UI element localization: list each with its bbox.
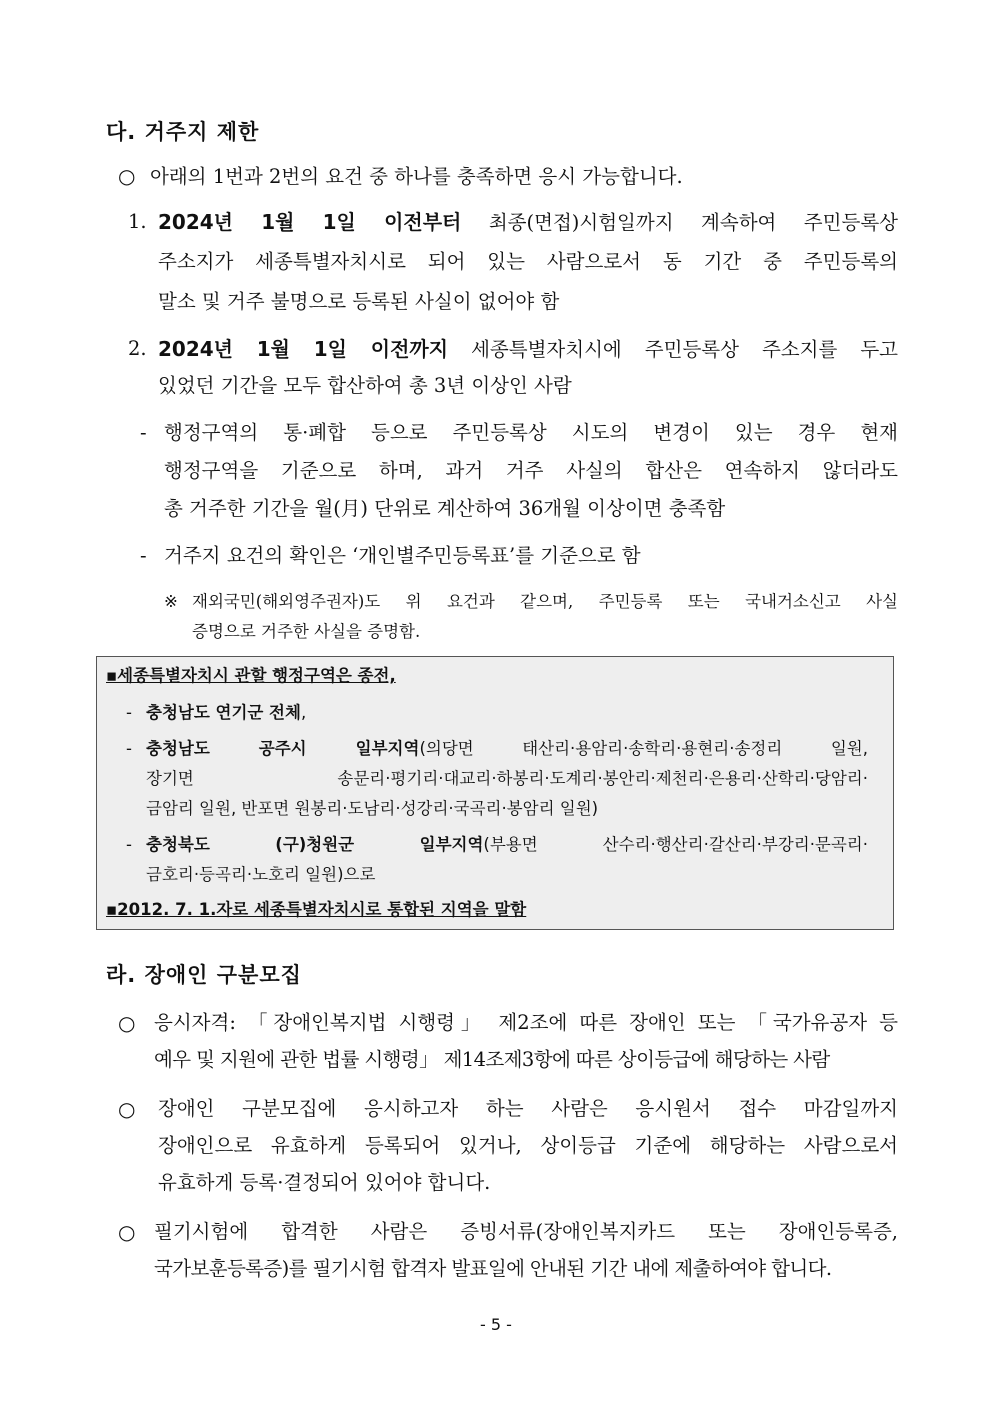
section-heading-residence: 다. 거주지 제한 (106, 120, 260, 144)
note-line1: 재외국민(해외영주권자)도 위 요건과 같으며, 주민등록 또는 국내거소신고 사실 (192, 592, 898, 611)
eligibility-line2: 예우 및 지원에 관한 법률 시행령」 제14조제3항에 따른 상이등급에 해당하는 사람 (154, 1048, 830, 1071)
circle-bullet-icon: ○ (118, 164, 136, 188)
box-title-line: ▪세종특별자치시 관할 행정구역은 종전, (106, 666, 396, 685)
registration-line3: 유효하게 등록·결정되어 있어야 합니다. (158, 1171, 491, 1194)
dash1-line3: 총 거주한 기간을 월(月) 단위로 계산하여 36개월 이상이면 충족함 (164, 497, 726, 520)
item-number: 1. (128, 210, 147, 233)
dash-bullet: - (140, 421, 147, 444)
documents-line1: 필기시험에 합격한 사람은 증빙서류(장애인복지카드 또는 장애인등록증, (154, 1220, 898, 1243)
item1-line2: 주소지가 세종특별자치시로 되어 있는 사람으로서 동 기간 중 주민등록의 (158, 250, 898, 273)
dash-bullet: - (126, 835, 132, 854)
box-row2-line2: 장기면 송문리·평기리·대교리·하봉리·도계리·봉안리·제천리·은용리·산학리·당암리· (146, 769, 868, 788)
section-heading-disability: 라. 장애인 구분모집 (106, 963, 302, 987)
note-mark: ※ (164, 592, 178, 611)
dash1-line1: 행정구역의 통·폐합 등으로 주민등록상 시도의 변경이 있는 경우 현재 (164, 421, 898, 444)
box-row3 (146, 828, 868, 862)
box-row3-bold: 충청북도 (구)청원군 일부지역 (146, 835, 484, 854)
box-row2-bold: 충청남도 공주시 일부지역 (146, 739, 420, 758)
box-row3-rest: (부용면 산수리·행산리·갈산리·부강리·문곡리· (483, 835, 868, 854)
dash2-text: 거주지 요건의 확인은 ‘개인별주민등록표’를 기준으로 함 (164, 544, 641, 567)
dash-bullet: - (126, 739, 132, 758)
box-row2-line3: 금암리 일원, 반포면 원봉리·도남리·성강리·국곡리·봉암리 일원) (146, 799, 599, 818)
box-bottom-line: ▪2012. 7. 1.자로 세종특별자치시로 통합된 지역을 말함 (106, 900, 527, 919)
dash-bullet: - (126, 703, 132, 722)
box-row2 (146, 732, 868, 766)
eligibility-line1: 응시자격: 「장애인복지법 시행령」 제2조에 따른 장애인 또는 「국가유공자 등 (154, 1011, 898, 1034)
registration-line1: 장애인 구분모집에 응시하고자 하는 사람은 응시원서 접수 마감일까지 (158, 1097, 898, 1120)
item1-line1 (158, 203, 898, 242)
item2-date-emphasis: 2024년 1월 1일 이전까지 (158, 337, 449, 361)
registration-line2: 장애인으로 유효하게 등록되어 있거나, 상이등급 기준에 해당하는 사람으로서 (158, 1134, 898, 1157)
box-row1-rest: , (300, 703, 307, 722)
circle-bullet-icon: ○ (118, 1097, 136, 1121)
item-number: 2. (128, 337, 147, 360)
item1-line1-text: 최종(면접)시험일까지 계속하여 주민등록상 (461, 211, 898, 234)
item2-line1 (158, 330, 898, 369)
box-row1 (146, 696, 306, 730)
page-number: - 5 - (480, 1315, 512, 1334)
note-line2: 증명으로 거주한 사실을 증명함. (192, 622, 421, 641)
box-row3-line2: 금호리·등곡리·노호리 일원)으로 (146, 865, 376, 884)
item1-line3: 말소 및 거주 불명으로 등록된 사실이 없어야 함 (158, 290, 560, 313)
item1-date-emphasis: 2024년 1월 1일 이전부터 (158, 210, 462, 234)
dash1-line2: 행정구역을 기준으로 하며, 과거 거주 사실의 합산은 연속하지 않더라도 (164, 459, 898, 482)
intro-paragraph: 아래의 1번과 2번의 요건 중 하나를 충족하면 응시 가능합니다. (150, 165, 683, 188)
item2-line1-text: 세종특별자치시에 주민등록상 주소지를 두고 (448, 338, 899, 361)
box-row1-bold: 충청남도 연기군 전체 (146, 703, 301, 722)
circle-bullet-icon: ○ (118, 1011, 136, 1035)
dash-bullet: - (140, 544, 147, 567)
box-row2-rest: (의당면 태산리·용암리·송학리·용현리·송정리 일원, (419, 739, 868, 758)
circle-bullet-icon: ○ (118, 1220, 136, 1244)
item2-line2: 있었던 기간을 모두 합산하여 총 3년 이상인 사람 (158, 374, 572, 397)
documents-line2: 국가보훈등록증)를 필기시험 합격자 발표일에 안내된 기간 내에 제출하여야 합니다. (154, 1257, 832, 1280)
